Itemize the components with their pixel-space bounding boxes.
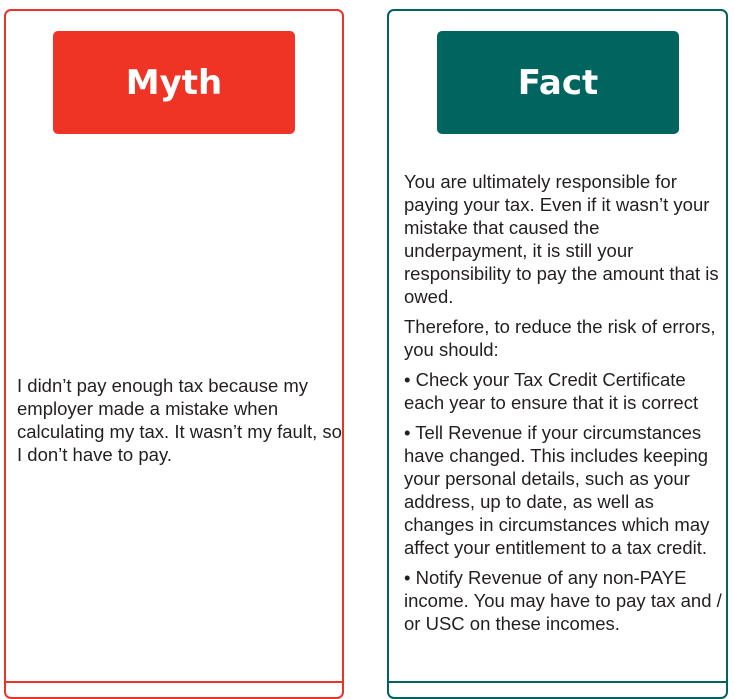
- fact-paragraph-responsibility: You are ultimately responsible for paying your tax. Even if it wasn’t your mistake that caused the underpayment, it is still your responsibility to pay the amount that is owed.: [404, 171, 719, 307]
- fact-paragraph-intro: Therefore, to reduce the risk of errors, you should:: [404, 316, 716, 360]
- myth-card: [4, 9, 344, 699]
- fact-heading: Fact: [437, 31, 679, 134]
- fact-body: [404, 170, 726, 642]
- fact-bullet-non-paye: • Notify Revenue of any non-PAYE income. You may have to pay tax and / or USC on these incomes.: [404, 567, 722, 634]
- fact-bullet-circumstances: • Tell Revenue if your circumstances have changed. This includes keeping your personal details, such as your address, up to date, as well as changes in circumstances which may affect your entitlement to a tax credit.: [404, 422, 710, 558]
- myth-statement: I didn’t pay enough tax because my employer made a mistake when calculating my tax. It wasn’t my fault, so I don’t have to pay.: [17, 375, 342, 465]
- myth-heading: Myth: [53, 31, 295, 134]
- fact-bullet-certificate: • Check your Tax Credit Certificate each year to ensure that it is correct: [404, 369, 699, 413]
- fact-card: [387, 9, 728, 699]
- fact-divider: [389, 681, 726, 683]
- myth-divider: [6, 681, 342, 683]
